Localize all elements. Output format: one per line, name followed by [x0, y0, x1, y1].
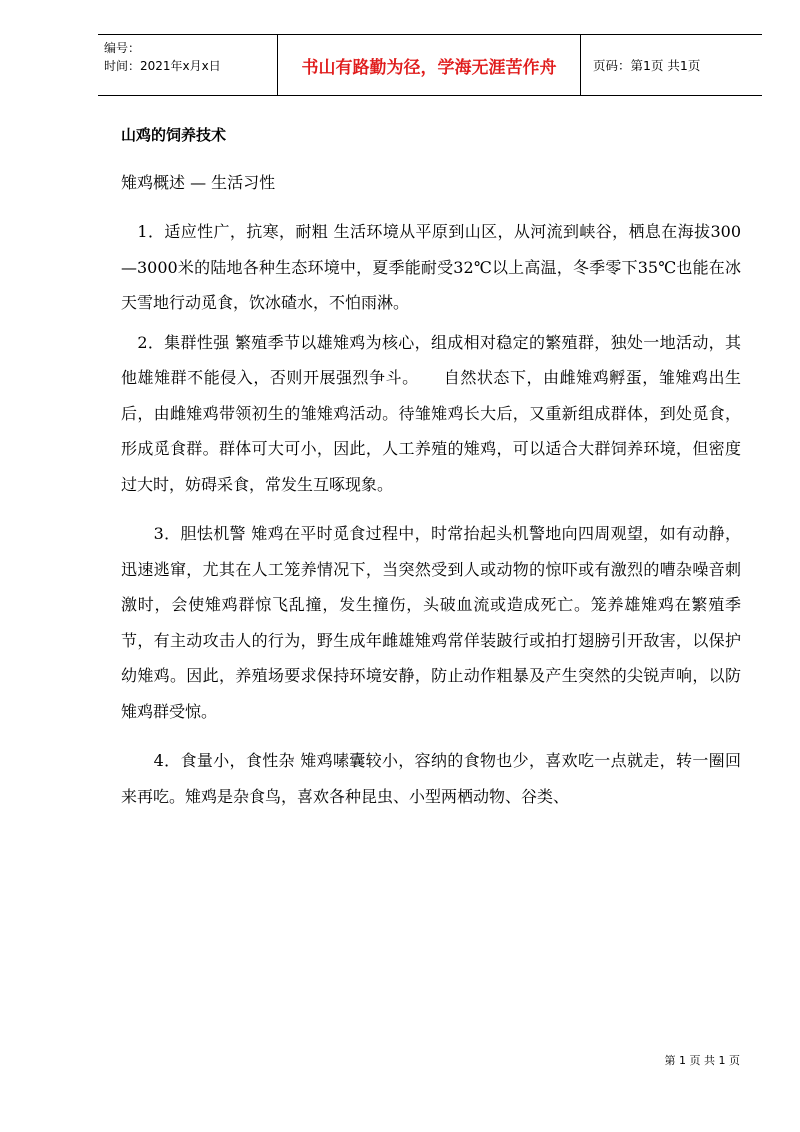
paragraph-1: 1．适应性广，抗寒，耐粗 生活环境从平原到山区，从河流到峡谷，栖息在海拔300—3000米的陆地各种生态环境中，夏季能耐受32℃以上高温，冬季零下35℃也能在冰天雪地行动觅食，饮冰碴水，不怕雨淋。: [121, 222, 741, 312]
section-heading: 雉鸡概述 — 生活习性: [121, 173, 276, 192]
header-page-info: 页码：第1页 共1页: [593, 58, 701, 73]
page-footer: 第 1 页 共 1 页: [664, 1054, 740, 1067]
document-body: [121, 120, 741, 814]
paragraph-4: 4．食量小，食性杂 雉鸡嗉囊较小，容纳的食物也少，喜欢吃一点就走，转一圈回来再吃。雉鸡是杂食鸟，喜欢各种昆虫、小型两栖动物、谷类、: [121, 751, 741, 806]
paragraph-2: 2．集群性强 繁殖季节以雄雉鸡为核心，组成相对稳定的繁殖群，独处一地活动，其他雄雉群不能侵入，否则开展强烈争斗。 自然状态下，由雌雉鸡孵蛋，雏雉鸡出生后，由雌雉鸡带领初生的雏雉鸡活动。待雏雉鸡长大后，又重新组成群体，到处觅食，形成觅食群。群体可大可小，因此，人工养殖的雉鸡，可以适合大群饲养环境，但密度过大时，妨碍采食，常发生互啄现象。: [121, 332, 741, 494]
header-meta: [98, 35, 278, 95]
time-label: 时间：2021年x月x日: [104, 59, 221, 73]
document-title: 山鸡的饲养技术: [121, 126, 227, 144]
page-header: [98, 34, 762, 96]
code-label: 编号：: [104, 41, 141, 55]
header-motto: 书山有路勤为径，学海无涯苦作舟: [278, 35, 581, 95]
paragraph-3: 3．胆怯机警 雉鸡在平时觅食过程中，时常抬起头机警地向四周观望，如有动静，迅速逃窜，尤其在人工笼养情况下，当突然受到人或动物的惊吓或有激烈的嘈杂噪音刺激时，会使雉鸡群惊飞乱撞，发生撞伤，头破血流或造成死亡。笼养雄雉鸡在繁殖季节，有主动攻击人的行为，野生成年雌雄雉鸡常佯装跛行或拍打翅膀引开敌害，以保护幼雉鸡。因此，养殖场要求保持环境安静，防止动作粗暴及产生突然的尖锐声响，以防雉鸡群受惊。: [121, 524, 741, 721]
